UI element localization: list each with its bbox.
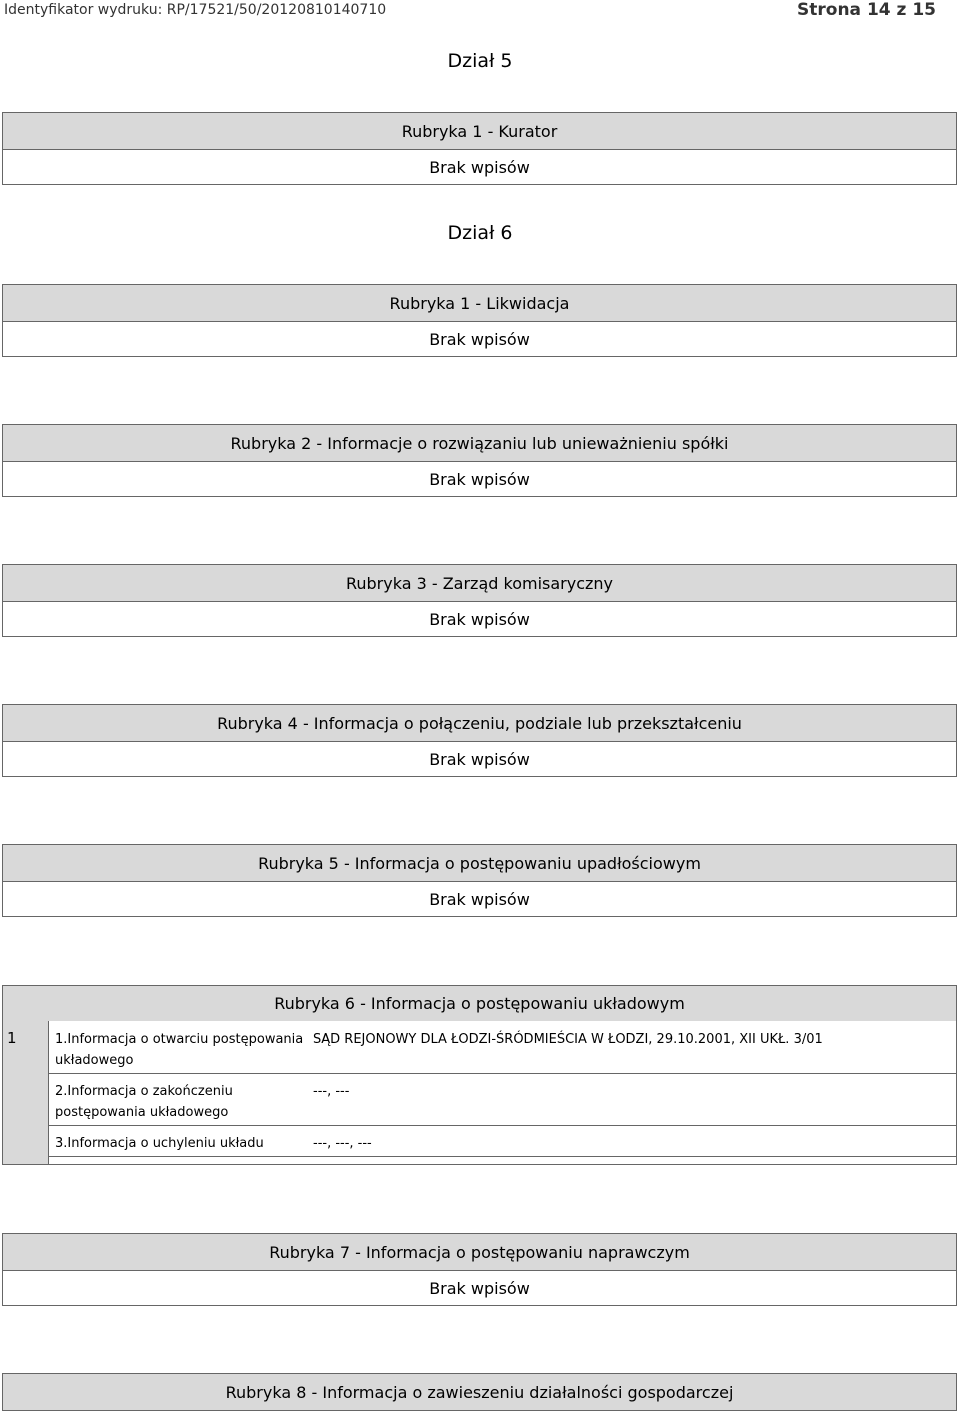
entry-value: ---, --- [313, 1084, 350, 1099]
rubryka-likwidacja [2, 284, 957, 357]
rubryka-upadlosc [2, 844, 957, 917]
rubryka-title: Rubryka 7 - Informacja o postępowaniu naprawczym [3, 1234, 956, 1271]
rubryka-title: Rubryka 1 - Likwidacja [3, 285, 956, 322]
rubryka-polaczenie [2, 704, 957, 777]
rubryka-content: Brak wpisów [429, 469, 530, 489]
page-number: Strona 14 z 15 [797, 0, 936, 20]
row-divider [49, 1125, 956, 1126]
entry-value: SĄD REJONOWY DLA ŁODZI-ŚRÓDMIEŚCIA W ŁODZI, 29.10.2001, XII UKŁ. 3/01 [313, 1032, 823, 1047]
rubryka-title: Rubryka 1 - Kurator [3, 113, 956, 150]
row-divider [49, 1156, 956, 1157]
row-divider [49, 1073, 956, 1074]
rubryka-title: Rubryka 8 - Informacja o zawieszeniu działalności gospodarczej [3, 1374, 956, 1410]
rubryka-rozwiazanie [2, 424, 957, 497]
rubryka-title: Rubryka 4 - Informacja o połączeniu, podziale lub przekształceniu [3, 705, 956, 742]
rubryka-title: Rubryka 3 - Zarząd komisaryczny [3, 565, 956, 602]
dzial-6-heading: Dział 6 [447, 222, 513, 244]
entry-number: 1 [3, 1021, 49, 1164]
entry-label: 1.Informacja o otwarciu postępowania układowego [55, 1032, 304, 1068]
rubryka-content: Brak wpisów [429, 889, 530, 909]
rubryka-kurator [2, 112, 957, 185]
rubryka-title: Rubryka 5 - Informacja o postępowaniu upadłościowym [3, 845, 956, 882]
rubryka-content: Brak wpisów [429, 157, 530, 177]
rubryka-postepowanie-naprawcze [2, 1233, 957, 1306]
rubryka-title: Rubryka 6 - Informacja o postępowaniu układowym [3, 986, 956, 1021]
rubryka-zarzad-komisaryczny [2, 564, 957, 637]
entry-label: 3.Informacja o uchyleniu układu [55, 1136, 264, 1151]
entry-label: 2.Informacja o zakończeniu postępowania układowego [55, 1084, 233, 1120]
entry-value: ---, ---, --- [313, 1136, 372, 1151]
rubryka-content: Brak wpisów [429, 609, 530, 629]
dzial-5-heading: Dział 5 [447, 50, 513, 72]
rubryka-zawieszenie [2, 1373, 957, 1411]
print-identifier: Identyfikator wydruku: RP/17521/50/20120810140710 [4, 2, 387, 18]
rubryka-title: Rubryka 2 - Informacje o rozwiązaniu lub unieważnieniu spółki [3, 425, 956, 462]
rubryka-content: Brak wpisów [429, 749, 530, 769]
rubryka-postepowanie-ukladowe [2, 985, 957, 1165]
rubryka-content: Brak wpisów [429, 329, 530, 349]
rubryka-content: Brak wpisów [429, 1278, 530, 1298]
